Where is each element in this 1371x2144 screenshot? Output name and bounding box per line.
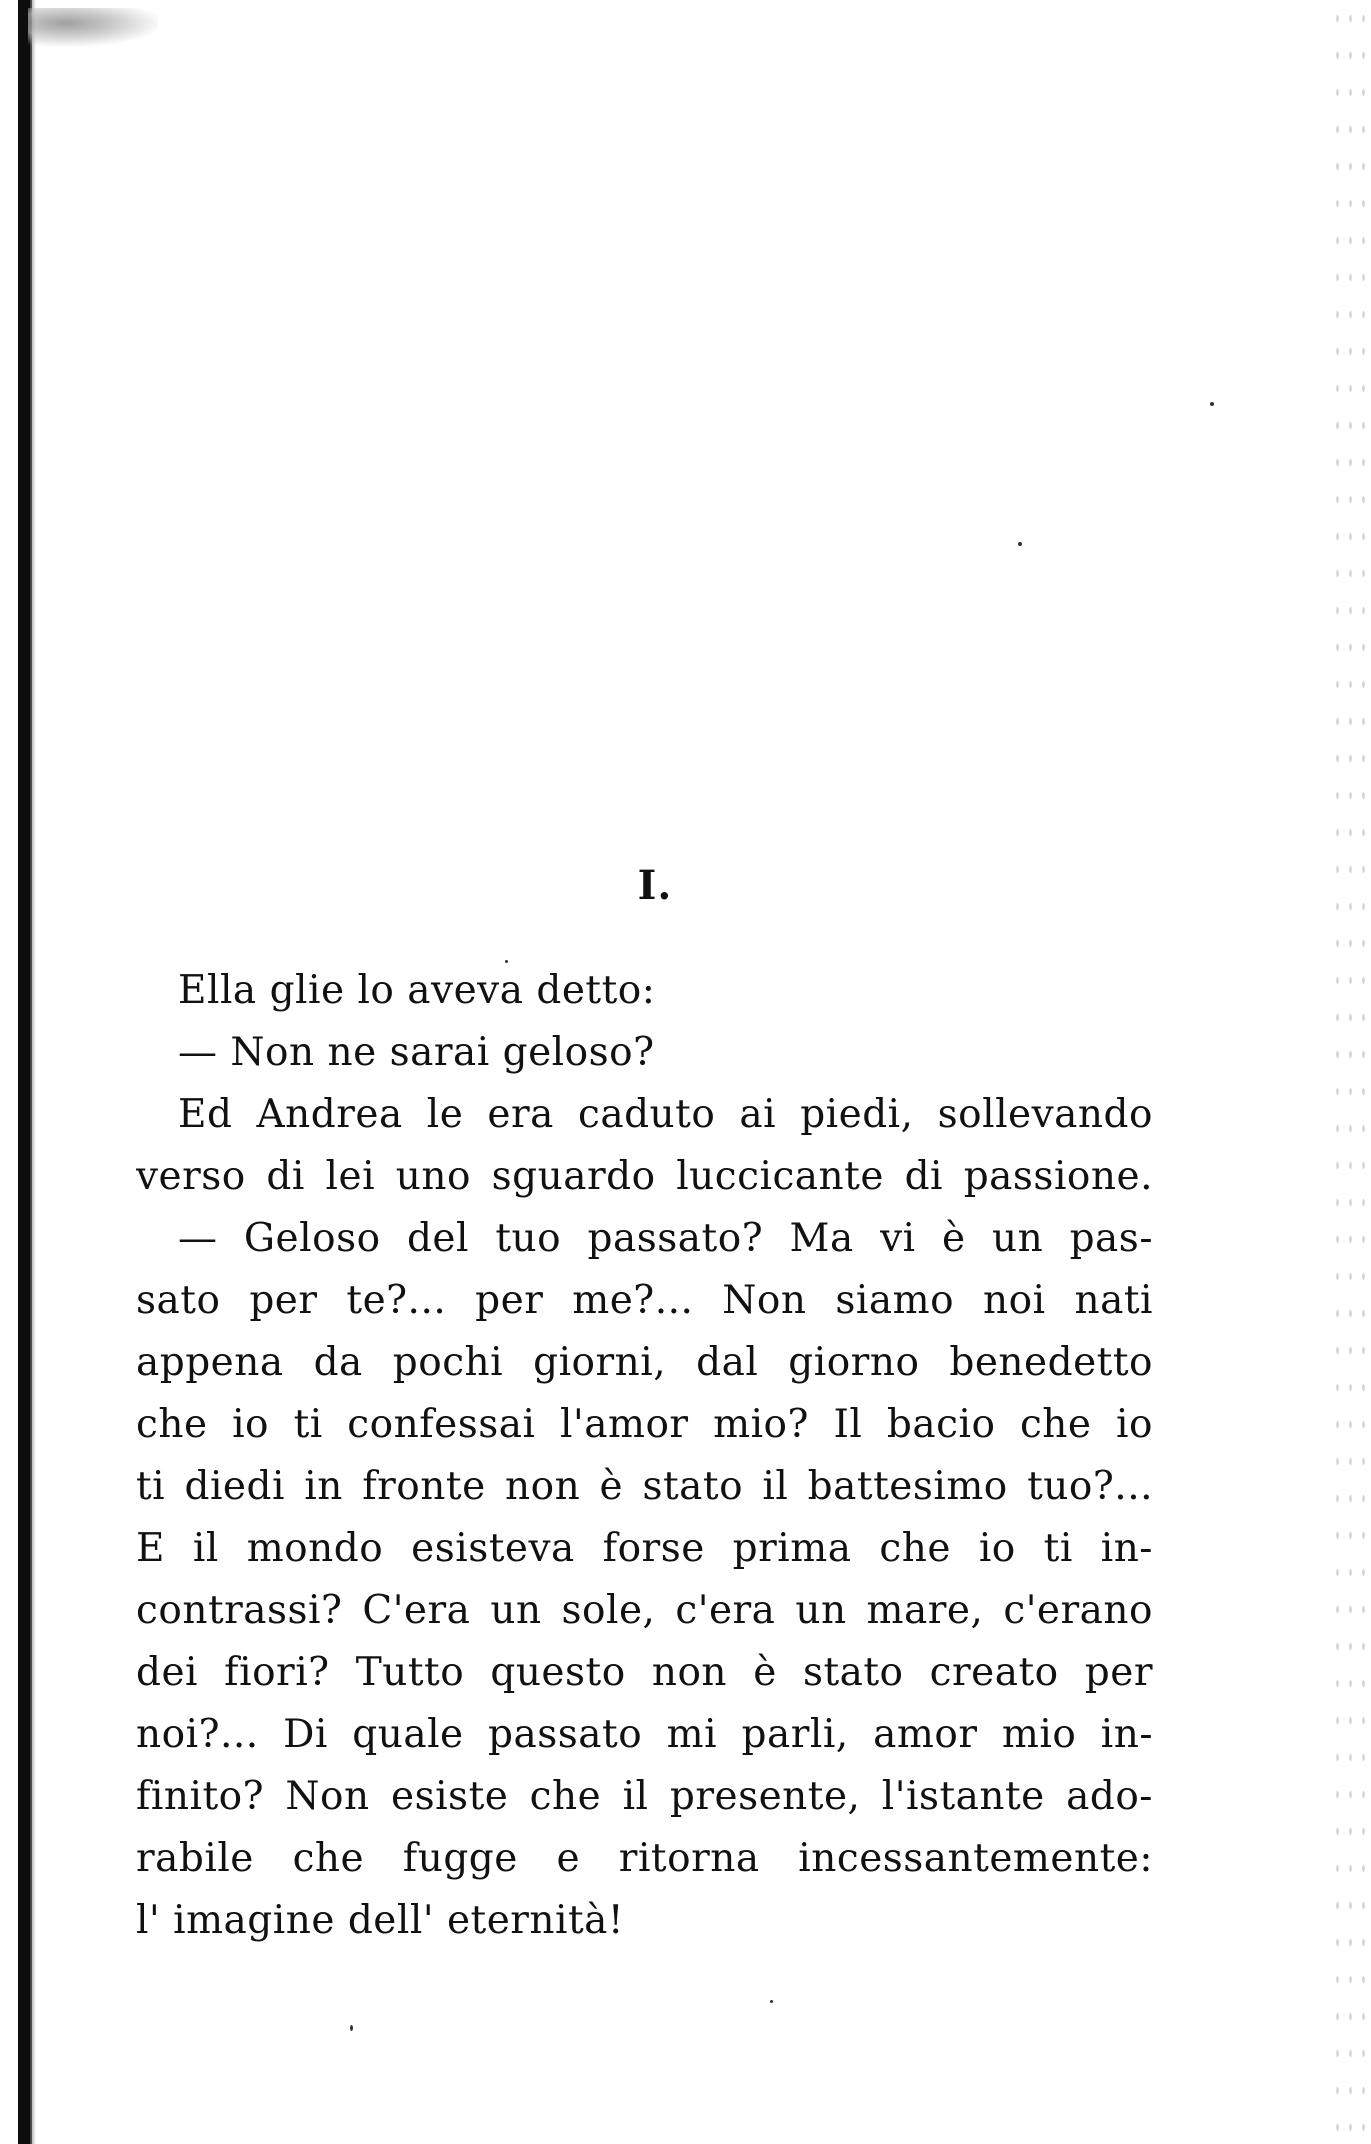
- body-text: [136, 960, 1153, 1952]
- chapter-heading: I.: [637, 862, 673, 909]
- text-line: rabile che fugge e ritorna incessantemente:: [136, 1836, 1153, 1881]
- text-line: — Non ne sarai geloso?: [178, 1030, 655, 1075]
- text-line: verso di lei uno sguardo luccicante di passione.: [136, 1154, 1153, 1199]
- text-line: Ed Andrea le era caduto ai piedi, sollevando: [178, 1092, 1153, 1137]
- scan-corner-smudge: [28, 8, 158, 46]
- text-line: E il mondo esisteva forse prima che io ti in-: [136, 1526, 1153, 1571]
- text-line: ti diedi in fronte non è stato il battesimo tuo?...: [136, 1464, 1153, 1509]
- text-line: Ella glie lo aveva detto:: [178, 968, 656, 1013]
- text-line: che io ti confessai l'amor mio? Il bacio che io: [136, 1402, 1153, 1447]
- page-binding-shadow: [30, 0, 36, 2144]
- text-line: sato per te?... per me?... Non siamo noi nati: [136, 1278, 1153, 1323]
- text-line: — Geloso del tuo passato? Ma vi è un pas-: [178, 1216, 1153, 1261]
- scan-speck: [350, 2025, 353, 2031]
- scan-speck: [1018, 542, 1022, 546]
- text-line: finito? Non esiste che il presente, l'istante ado-: [136, 1774, 1153, 1819]
- text-line: noi?... Di quale passato mi parli, amor mio in-: [136, 1712, 1153, 1757]
- text-line: l' imagine dell' eternità!: [136, 1898, 625, 1943]
- text-line: contrassi? C'era un sole, c'era un mare, c'erano: [136, 1588, 1153, 1633]
- scan-speck: [1210, 402, 1214, 406]
- scan-speck: [770, 2000, 773, 2003]
- text-line: dei fiori? Tutto questo non è stato creato per: [136, 1650, 1153, 1695]
- text-line: appena da pochi giorni, dal giorno benedetto: [136, 1340, 1153, 1385]
- scan-right-edge-speckle: [1331, 0, 1371, 2144]
